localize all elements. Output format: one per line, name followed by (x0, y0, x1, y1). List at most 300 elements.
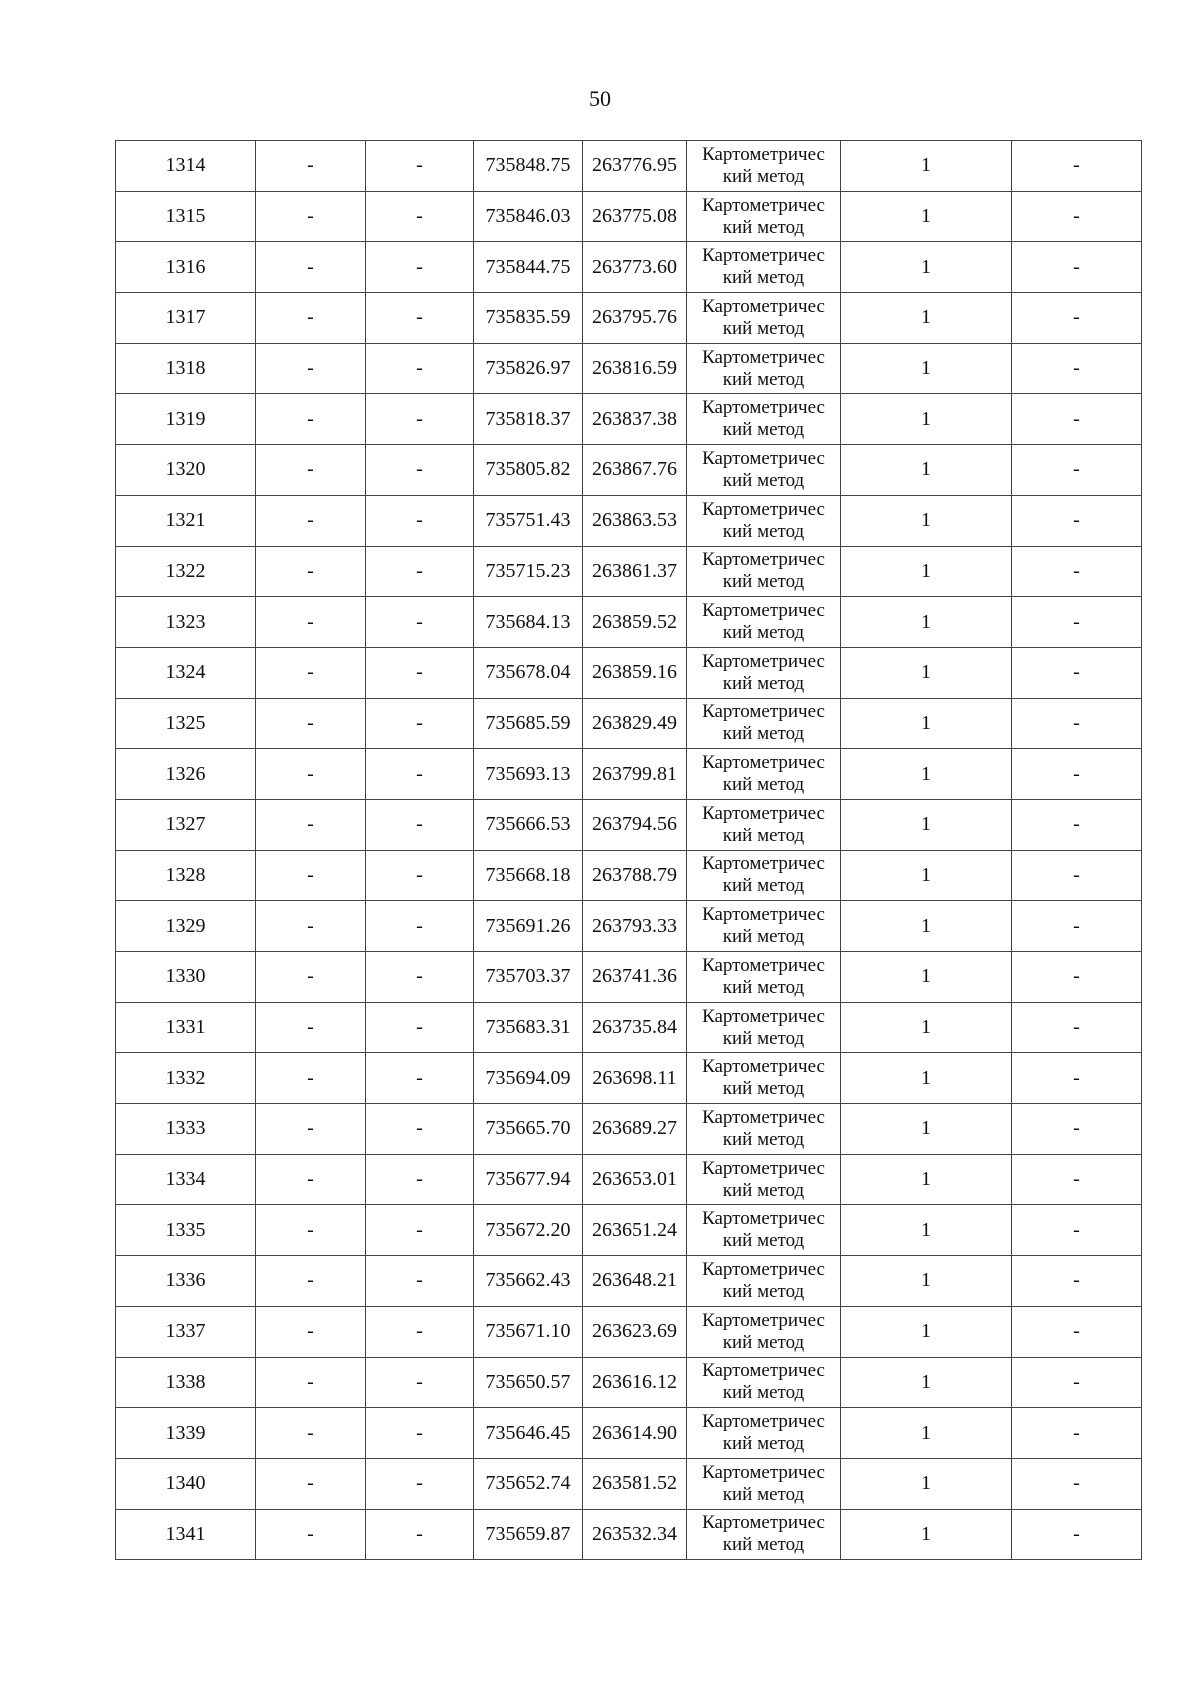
empty-value-cell: - (256, 1458, 366, 1509)
empty-value-cell: - (366, 242, 474, 293)
y-coordinate-cell: 263698.11 (583, 1053, 687, 1104)
table-row (116, 1256, 1142, 1307)
method-line-2: кий метод (722, 1433, 805, 1455)
method-line-2: кий метод (722, 1331, 805, 1353)
empty-value-cell: - (256, 647, 366, 698)
x-coordinate-cell: 735826.97 (474, 343, 583, 394)
method-cell (687, 141, 841, 192)
method-line-1: Картометричес (702, 853, 825, 875)
point-number-cell: 1332 (116, 1053, 256, 1104)
empty-value-cell: - (1012, 1408, 1142, 1459)
empty-value-cell: - (256, 546, 366, 597)
method-line-1: Картометричес (702, 1056, 825, 1078)
empty-value-cell: - (256, 1306, 366, 1357)
empty-value-cell: - (1012, 952, 1142, 1003)
method-line-2: кий метод (722, 419, 805, 441)
x-coordinate-cell: 735703.37 (474, 952, 583, 1003)
x-coordinate-cell: 735652.74 (474, 1458, 583, 1509)
table-row (116, 1002, 1142, 1053)
empty-value-cell: - (366, 191, 474, 242)
method-line-1: Картометричес (702, 802, 825, 824)
x-coordinate-cell: 735685.59 (474, 698, 583, 749)
y-coordinate-cell: 263799.81 (583, 749, 687, 800)
method-cell (687, 1357, 841, 1408)
accuracy-cell: 1 (841, 597, 1012, 648)
method-cell (687, 1205, 841, 1256)
point-number-cell: 1330 (116, 952, 256, 1003)
x-coordinate-cell: 735751.43 (474, 495, 583, 546)
x-coordinate-cell: 735677.94 (474, 1154, 583, 1205)
empty-value-cell: - (366, 394, 474, 445)
method-line-1: Картометричес (702, 600, 825, 622)
method-line-1: Картометричес (702, 143, 825, 165)
method-line-2: кий метод (722, 622, 805, 644)
empty-value-cell: - (1012, 242, 1142, 293)
empty-value-cell: - (256, 141, 366, 192)
empty-value-cell: - (366, 1458, 474, 1509)
point-number-cell: 1341 (116, 1509, 256, 1560)
y-coordinate-cell: 263863.53 (583, 495, 687, 546)
empty-value-cell: - (256, 799, 366, 850)
empty-value-cell: - (1012, 141, 1142, 192)
y-coordinate-cell: 263829.49 (583, 698, 687, 749)
point-number-cell: 1320 (116, 445, 256, 496)
table-row (116, 495, 1142, 546)
empty-value-cell: - (366, 1256, 474, 1307)
y-coordinate-cell: 263837.38 (583, 394, 687, 445)
table-row (116, 394, 1142, 445)
table-row (116, 445, 1142, 496)
y-coordinate-cell: 263775.08 (583, 191, 687, 242)
empty-value-cell: - (366, 901, 474, 952)
method-cell (687, 293, 841, 344)
method-line-2: кий метод (722, 1483, 805, 1505)
x-coordinate-cell: 735691.26 (474, 901, 583, 952)
accuracy-cell: 1 (841, 698, 1012, 749)
method-line-1: Картометричес (702, 1258, 825, 1280)
y-coordinate-cell: 263859.16 (583, 647, 687, 698)
method-line-1: Картометричес (702, 1411, 825, 1433)
table-body (116, 141, 1142, 1560)
method-cell (687, 1509, 841, 1560)
empty-value-cell: - (366, 1002, 474, 1053)
empty-value-cell: - (256, 191, 366, 242)
method-cell (687, 1104, 841, 1155)
empty-value-cell: - (256, 1256, 366, 1307)
empty-value-cell: - (256, 343, 366, 394)
page-number: 50 (589, 86, 611, 111)
method-line-1: Картометричес (702, 498, 825, 520)
empty-value-cell: - (366, 141, 474, 192)
empty-value-cell: - (256, 698, 366, 749)
method-cell (687, 1053, 841, 1104)
method-cell (687, 343, 841, 394)
y-coordinate-cell: 263788.79 (583, 850, 687, 901)
empty-value-cell: - (366, 647, 474, 698)
x-coordinate-cell: 735818.37 (474, 394, 583, 445)
empty-value-cell: - (256, 1408, 366, 1459)
y-coordinate-cell: 263616.12 (583, 1357, 687, 1408)
y-coordinate-cell: 263532.34 (583, 1509, 687, 1560)
empty-value-cell: - (256, 1053, 366, 1104)
y-coordinate-cell: 263648.21 (583, 1256, 687, 1307)
method-cell (687, 445, 841, 496)
point-number-cell: 1327 (116, 799, 256, 850)
point-number-cell: 1318 (116, 343, 256, 394)
y-coordinate-cell: 263794.56 (583, 799, 687, 850)
table-row (116, 141, 1142, 192)
method-line-1: Картометричес (702, 397, 825, 419)
empty-value-cell: - (256, 850, 366, 901)
x-coordinate-cell: 735678.04 (474, 647, 583, 698)
x-coordinate-cell: 735646.45 (474, 1408, 583, 1459)
accuracy-cell: 1 (841, 647, 1012, 698)
table-row (116, 242, 1142, 293)
x-coordinate-cell: 735693.13 (474, 749, 583, 800)
empty-value-cell: - (256, 1205, 366, 1256)
method-cell (687, 952, 841, 1003)
method-line-1: Картометричес (702, 1461, 825, 1483)
empty-value-cell: - (1012, 597, 1142, 648)
table-row (116, 952, 1142, 1003)
empty-value-cell: - (366, 952, 474, 1003)
accuracy-cell: 1 (841, 1408, 1012, 1459)
empty-value-cell: - (256, 394, 366, 445)
empty-value-cell: - (366, 799, 474, 850)
point-number-cell: 1329 (116, 901, 256, 952)
empty-value-cell: - (256, 445, 366, 496)
method-line-1: Картометричес (702, 1157, 825, 1179)
point-number-cell: 1340 (116, 1458, 256, 1509)
method-line-2: кий метод (722, 1179, 805, 1201)
method-line-2: кий метод (722, 216, 805, 238)
empty-value-cell: - (256, 293, 366, 344)
method-cell (687, 546, 841, 597)
method-line-1: Картометричес (702, 701, 825, 723)
point-number-cell: 1323 (116, 597, 256, 648)
empty-value-cell: - (256, 952, 366, 1003)
table-row (116, 1053, 1142, 1104)
method-line-2: кий метод (722, 317, 805, 339)
empty-value-cell: - (1012, 1154, 1142, 1205)
accuracy-cell: 1 (841, 1002, 1012, 1053)
table-row (116, 1205, 1142, 1256)
empty-value-cell: - (1012, 1104, 1142, 1155)
x-coordinate-cell: 735694.09 (474, 1053, 583, 1104)
method-cell (687, 1154, 841, 1205)
method-line-1: Картометричес (702, 1106, 825, 1128)
empty-value-cell: - (366, 1205, 474, 1256)
point-number-cell: 1337 (116, 1306, 256, 1357)
method-line-2: кий метод (722, 165, 805, 187)
method-line-2: кий метод (722, 1382, 805, 1404)
method-cell (687, 850, 841, 901)
empty-value-cell: - (1012, 1256, 1142, 1307)
accuracy-cell: 1 (841, 394, 1012, 445)
accuracy-cell: 1 (841, 343, 1012, 394)
point-number-cell: 1316 (116, 242, 256, 293)
method-line-2: кий метод (722, 774, 805, 796)
empty-value-cell: - (366, 546, 474, 597)
accuracy-cell: 1 (841, 141, 1012, 192)
table-row (116, 1408, 1142, 1459)
empty-value-cell: - (256, 242, 366, 293)
y-coordinate-cell: 263867.76 (583, 445, 687, 496)
method-line-1: Картометричес (702, 752, 825, 774)
empty-value-cell: - (1012, 191, 1142, 242)
x-coordinate-cell: 735665.70 (474, 1104, 583, 1155)
empty-value-cell: - (1012, 647, 1142, 698)
method-line-1: Картометричес (702, 245, 825, 267)
y-coordinate-cell: 263581.52 (583, 1458, 687, 1509)
method-cell (687, 394, 841, 445)
x-coordinate-cell: 735835.59 (474, 293, 583, 344)
method-cell (687, 647, 841, 698)
empty-value-cell: - (366, 495, 474, 546)
table-row (116, 546, 1142, 597)
y-coordinate-cell: 263816.59 (583, 343, 687, 394)
empty-value-cell: - (1012, 445, 1142, 496)
table-row (116, 698, 1142, 749)
empty-value-cell: - (366, 1053, 474, 1104)
table-row (116, 901, 1142, 952)
empty-value-cell: - (256, 1104, 366, 1155)
point-number-cell: 1336 (116, 1256, 256, 1307)
accuracy-cell: 1 (841, 445, 1012, 496)
method-cell (687, 749, 841, 800)
method-line-1: Картометричес (702, 194, 825, 216)
empty-value-cell: - (1012, 495, 1142, 546)
point-number-cell: 1325 (116, 698, 256, 749)
point-number-cell: 1331 (116, 1002, 256, 1053)
table-row (116, 1509, 1142, 1560)
point-number-cell: 1321 (116, 495, 256, 546)
accuracy-cell: 1 (841, 1509, 1012, 1560)
empty-value-cell: - (1012, 901, 1142, 952)
method-line-2: кий метод (722, 976, 805, 998)
accuracy-cell: 1 (841, 495, 1012, 546)
accuracy-cell: 1 (841, 1104, 1012, 1155)
method-line-2: кий метод (722, 1280, 805, 1302)
method-cell (687, 495, 841, 546)
empty-value-cell: - (366, 1104, 474, 1155)
method-line-2: кий метод (722, 926, 805, 948)
y-coordinate-cell: 263795.76 (583, 293, 687, 344)
point-number-cell: 1315 (116, 191, 256, 242)
x-coordinate-cell: 735659.87 (474, 1509, 583, 1560)
accuracy-cell: 1 (841, 799, 1012, 850)
table-row (116, 749, 1142, 800)
point-number-cell: 1319 (116, 394, 256, 445)
accuracy-cell: 1 (841, 1357, 1012, 1408)
method-line-2: кий метод (722, 723, 805, 745)
table-row (116, 293, 1142, 344)
table-row (116, 1458, 1142, 1509)
empty-value-cell: - (1012, 1306, 1142, 1357)
method-line-1: Картометричес (702, 295, 825, 317)
method-line-1: Картометричес (702, 447, 825, 469)
empty-value-cell: - (256, 1154, 366, 1205)
point-number-cell: 1328 (116, 850, 256, 901)
empty-value-cell: - (1012, 394, 1142, 445)
empty-value-cell: - (1012, 850, 1142, 901)
accuracy-cell: 1 (841, 546, 1012, 597)
y-coordinate-cell: 263653.01 (583, 1154, 687, 1205)
x-coordinate-cell: 735672.20 (474, 1205, 583, 1256)
y-coordinate-cell: 263623.69 (583, 1306, 687, 1357)
method-line-1: Картометричес (702, 1309, 825, 1331)
x-coordinate-cell: 735848.75 (474, 141, 583, 192)
accuracy-cell: 1 (841, 901, 1012, 952)
method-line-2: кий метод (722, 1534, 805, 1556)
table-row (116, 1357, 1142, 1408)
table-row (116, 647, 1142, 698)
point-number-cell: 1322 (116, 546, 256, 597)
method-cell (687, 242, 841, 293)
y-coordinate-cell: 263735.84 (583, 1002, 687, 1053)
method-cell (687, 191, 841, 242)
method-cell (687, 1002, 841, 1053)
y-coordinate-cell: 263741.36 (583, 952, 687, 1003)
point-number-cell: 1335 (116, 1205, 256, 1256)
method-cell (687, 799, 841, 850)
method-line-2: кий метод (722, 1230, 805, 1252)
empty-value-cell: - (256, 1509, 366, 1560)
table-row (116, 1104, 1142, 1155)
method-line-1: Картометричес (702, 650, 825, 672)
empty-value-cell: - (366, 1154, 474, 1205)
empty-value-cell: - (256, 597, 366, 648)
method-line-2: кий метод (722, 267, 805, 289)
accuracy-cell: 1 (841, 242, 1012, 293)
x-coordinate-cell: 735715.23 (474, 546, 583, 597)
empty-value-cell: - (366, 597, 474, 648)
method-line-1: Картометричес (702, 1512, 825, 1534)
table-row (116, 1154, 1142, 1205)
accuracy-cell: 1 (841, 749, 1012, 800)
x-coordinate-cell: 735684.13 (474, 597, 583, 648)
table-row (116, 850, 1142, 901)
accuracy-cell: 1 (841, 1053, 1012, 1104)
point-number-cell: 1333 (116, 1104, 256, 1155)
empty-value-cell: - (256, 749, 366, 800)
method-cell (687, 901, 841, 952)
empty-value-cell: - (256, 1002, 366, 1053)
method-line-2: кий метод (722, 1128, 805, 1150)
empty-value-cell: - (366, 1408, 474, 1459)
empty-value-cell: - (366, 850, 474, 901)
empty-value-cell: - (366, 445, 474, 496)
method-line-2: кий метод (722, 520, 805, 542)
empty-value-cell: - (1012, 343, 1142, 394)
table-row (116, 191, 1142, 242)
y-coordinate-cell: 263793.33 (583, 901, 687, 952)
empty-value-cell: - (366, 1509, 474, 1560)
coordinates-table (115, 140, 1142, 1560)
method-line-1: Картометричес (702, 1005, 825, 1027)
accuracy-cell: 1 (841, 293, 1012, 344)
x-coordinate-cell: 735805.82 (474, 445, 583, 496)
x-coordinate-cell: 735662.43 (474, 1256, 583, 1307)
empty-value-cell: - (366, 343, 474, 394)
x-coordinate-cell: 735844.75 (474, 242, 583, 293)
empty-value-cell: - (366, 698, 474, 749)
empty-value-cell: - (256, 495, 366, 546)
accuracy-cell: 1 (841, 191, 1012, 242)
method-line-1: Картометричес (702, 549, 825, 571)
x-coordinate-cell: 735846.03 (474, 191, 583, 242)
accuracy-cell: 1 (841, 1306, 1012, 1357)
x-coordinate-cell: 735683.31 (474, 1002, 583, 1053)
method-cell (687, 1408, 841, 1459)
empty-value-cell: - (256, 1357, 366, 1408)
y-coordinate-cell: 263651.24 (583, 1205, 687, 1256)
point-number-cell: 1324 (116, 647, 256, 698)
method-line-2: кий метод (722, 672, 805, 694)
table-row (116, 1306, 1142, 1357)
table-row (116, 597, 1142, 648)
empty-value-cell: - (1012, 293, 1142, 344)
method-cell (687, 1458, 841, 1509)
method-cell (687, 597, 841, 648)
method-line-2: кий метод (722, 1078, 805, 1100)
method-cell (687, 698, 841, 749)
table-row (116, 799, 1142, 850)
empty-value-cell: - (1012, 1205, 1142, 1256)
empty-value-cell: - (1012, 1002, 1142, 1053)
accuracy-cell: 1 (841, 1458, 1012, 1509)
method-cell (687, 1256, 841, 1307)
x-coordinate-cell: 735666.53 (474, 799, 583, 850)
empty-value-cell: - (1012, 1458, 1142, 1509)
method-line-2: кий метод (722, 469, 805, 491)
accuracy-cell: 1 (841, 850, 1012, 901)
empty-value-cell: - (1012, 1509, 1142, 1560)
point-number-cell: 1339 (116, 1408, 256, 1459)
y-coordinate-cell: 263776.95 (583, 141, 687, 192)
method-line-1: Картометричес (702, 346, 825, 368)
empty-value-cell: - (1012, 1357, 1142, 1408)
y-coordinate-cell: 263689.27 (583, 1104, 687, 1155)
y-coordinate-cell: 263861.37 (583, 546, 687, 597)
point-number-cell: 1338 (116, 1357, 256, 1408)
y-coordinate-cell: 263614.90 (583, 1408, 687, 1459)
empty-value-cell: - (366, 749, 474, 800)
empty-value-cell: - (1012, 749, 1142, 800)
empty-value-cell: - (1012, 1053, 1142, 1104)
y-coordinate-cell: 263773.60 (583, 242, 687, 293)
empty-value-cell: - (1012, 799, 1142, 850)
method-line-2: кий метод (722, 875, 805, 897)
table-row (116, 343, 1142, 394)
method-line-2: кий метод (722, 1027, 805, 1049)
empty-value-cell: - (366, 293, 474, 344)
point-number-cell: 1317 (116, 293, 256, 344)
x-coordinate-cell: 735650.57 (474, 1357, 583, 1408)
method-line-1: Картометричес (702, 1208, 825, 1230)
point-number-cell: 1314 (116, 141, 256, 192)
method-line-2: кий метод (722, 571, 805, 593)
method-cell (687, 1306, 841, 1357)
empty-value-cell: - (1012, 698, 1142, 749)
point-number-cell: 1326 (116, 749, 256, 800)
y-coordinate-cell: 263859.52 (583, 597, 687, 648)
x-coordinate-cell: 735668.18 (474, 850, 583, 901)
empty-value-cell: - (1012, 546, 1142, 597)
method-line-2: кий метод (722, 368, 805, 390)
x-coordinate-cell: 735671.10 (474, 1306, 583, 1357)
empty-value-cell: - (366, 1306, 474, 1357)
